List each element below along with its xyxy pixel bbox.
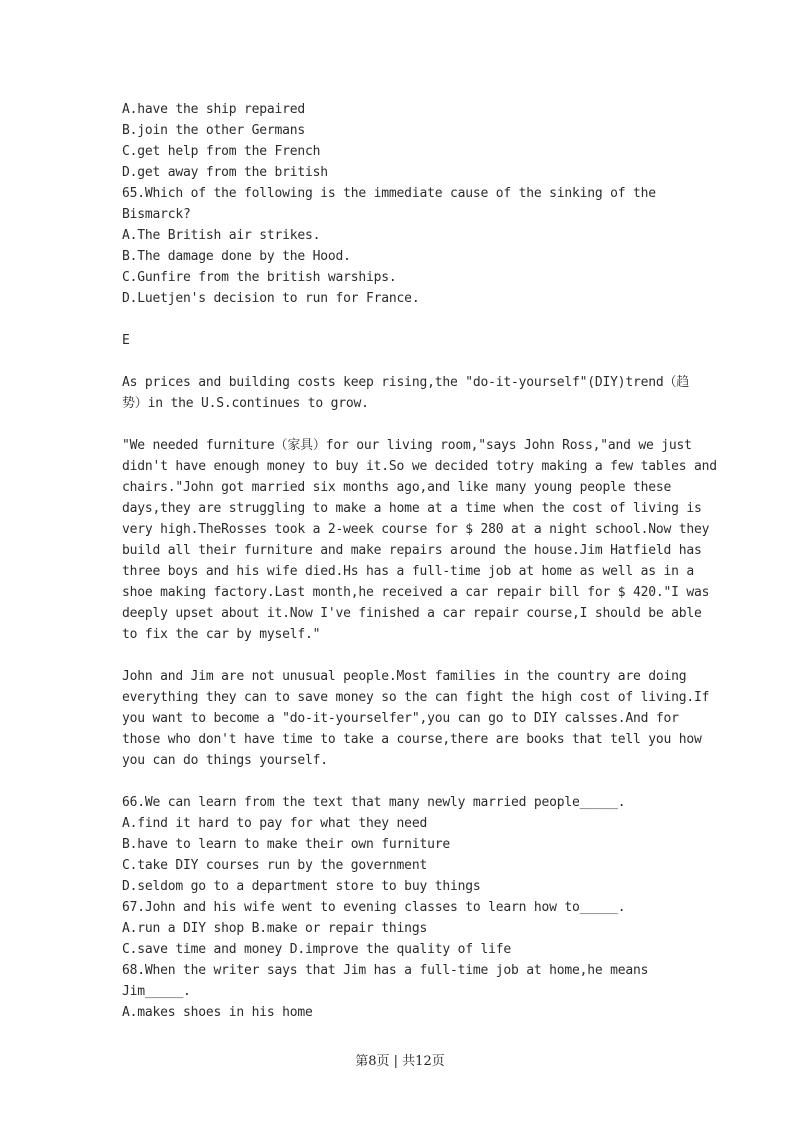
text-line: As prices and building costs keep rising,the "do-it-yourself"(DIY)trend（趋: [122, 375, 690, 390]
question-line: Bismarck?: [122, 207, 191, 222]
question-line: 68.When the writer says that Jim has a full-time job at home,he means: [122, 963, 649, 978]
text-line: D.Luetjen's decision to run for France.: [122, 291, 420, 306]
text-line: B.The damage done by the Hood.: [122, 249, 351, 264]
text-line: everything they can to save money so the can fight the high cost of living.If: [122, 690, 710, 705]
text-line: deeply upset about it.Now I've finished a car repair course,I should be able: [122, 606, 702, 621]
text-line: build all their furniture and make repairs around the house.Jim Hatfield has: [122, 543, 702, 558]
text-line: "We needed furniture（家具）for our living room,"says John Ross,"and we just: [122, 438, 692, 453]
text-line: 势）in the U.S.continues to grow.: [122, 396, 369, 411]
option-line: D.seldom go to a department store to buy things: [122, 879, 481, 894]
text-line: C.Gunfire from the british warships.: [122, 270, 397, 285]
document-body: [122, 99, 717, 1023]
paragraph: [122, 666, 710, 771]
text-line: A.have the ship repaired: [122, 102, 306, 117]
section-label: E: [122, 333, 130, 348]
text-line: chairs."John got married six months ago,and like many young people these: [122, 480, 672, 495]
paragraph: [122, 372, 690, 414]
text-line: those who don't have time to take a course,there are books that tell you how: [122, 732, 702, 747]
text-line: days,they are struggling to make a home at a time when the cost of living is: [122, 501, 702, 516]
option-line: A.makes shoes in his home: [122, 1005, 313, 1020]
questions-block: [122, 792, 682, 1023]
answer-options-block: [122, 99, 682, 309]
question-line: 65.Which of the following is the immediate cause of the sinking of the: [122, 186, 656, 201]
option-line: A.run a DIY shop B.make or repair things: [122, 921, 428, 936]
text-line: very high.TheRosses took a 2-week course for $ 280 at a night school.Now they: [122, 522, 710, 537]
text-line: didn't have enough money to buy it.So we decided totry making a few tables and: [122, 459, 717, 474]
option-line: C.save time and money D.improve the quality of life: [122, 942, 511, 957]
text-line: B.join the other Germans: [122, 123, 306, 138]
option-line: C.take DIY courses run by the government: [122, 858, 428, 873]
question-line: Jim_____.: [122, 984, 191, 999]
option-line: B.have to learn to make their own furniture: [122, 837, 450, 852]
text-line: you want to become a "do-it-yourselfer",you can go to DIY calsses.And for: [122, 711, 679, 726]
option-line: A.find it hard to pay for what they need: [122, 816, 428, 831]
text-line: you can do things yourself.: [122, 753, 328, 768]
text-line: A.The British air strikes.: [122, 228, 321, 243]
text-line: three boys and his wife died.Hs has a full-time job at home as well as in a: [122, 564, 694, 579]
paragraph: [122, 435, 717, 645]
text-line: D.get away from the british: [122, 165, 328, 180]
question-line: 66.We can learn from the text that many newly married people_____.: [122, 795, 626, 810]
text-line: John and Jim are not unusual people.Most families in the country are doing: [122, 669, 687, 684]
text-line: shoe making factory.Last month,he received a car repair bill for $ 420."I was: [122, 585, 710, 600]
text-line: C.get help from the French: [122, 144, 321, 159]
text-line: to fix the car by myself.": [122, 627, 321, 642]
page-footer: 第8页 | 共12页: [355, 1054, 445, 1069]
question-line: 67.John and his wife went to evening classes to learn how to_____.: [122, 900, 626, 915]
